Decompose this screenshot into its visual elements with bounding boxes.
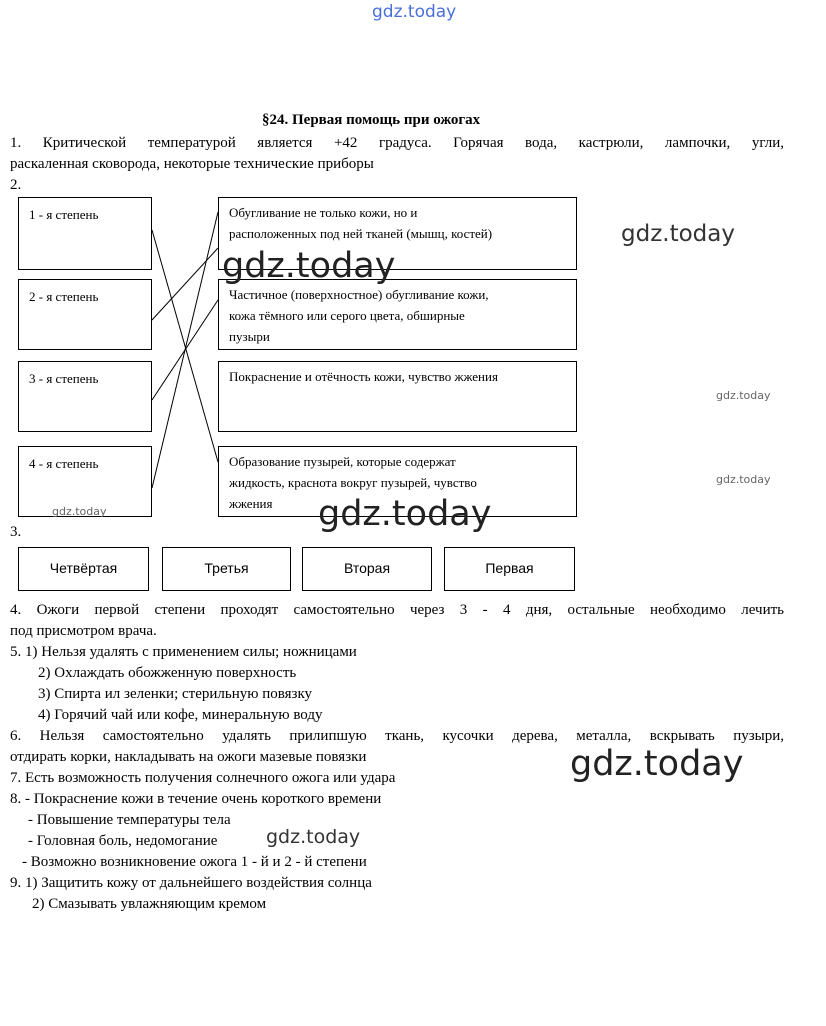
watermark: gdz.today bbox=[52, 505, 107, 518]
description-line: Частичное (поверхностное) обугливание кожи, bbox=[229, 287, 489, 302]
question-8-item: 8. - Покраснение кожи в течение очень короткого времени bbox=[10, 791, 382, 807]
watermark: gdz.today bbox=[266, 826, 361, 848]
degree-label: 3 - я степень bbox=[29, 371, 99, 386]
question-8-item: - Головная боль, недомогание bbox=[28, 833, 218, 849]
option-box-2: Вторая bbox=[302, 547, 432, 591]
watermark: gdz.today bbox=[222, 246, 396, 286]
question-1-line-1: 1. Критической температурой является +42 градуса. Горячая вода, кастрюли, лампочки, угли, bbox=[10, 135, 784, 151]
degree-label: 4 - я степень bbox=[29, 456, 99, 471]
watermark: gdz.today bbox=[318, 494, 492, 534]
question-6-line-1: 6. Нельзя самостоятельно удалять прилипшую ткань, кусочки дерева, металла, вскрывать пузыри, bbox=[10, 728, 784, 744]
question-9-item: 2) Смазывать увлажняющим кремом bbox=[32, 896, 267, 912]
match-line-1-3 bbox=[152, 230, 218, 462]
option-box-1: Первая bbox=[444, 547, 575, 591]
watermark: gdz.today bbox=[716, 389, 771, 402]
question-5-item: 5. 1) Нельзя удалять с применением силы; ножницами bbox=[10, 644, 357, 660]
question-7: 7. Есть возможность получения солнечного ожога или удара bbox=[10, 770, 396, 786]
degree-label: 1 - я степень bbox=[29, 207, 99, 222]
section-title: §24. Первая помощь при ожогах bbox=[262, 112, 481, 128]
question-4-line-1: 4. Ожоги первой степени проходят самостоятельно через 3 - 4 дня, остальные необходимо лечить bbox=[10, 602, 784, 618]
question-1-line-2: раскаленная сковорода, некоторые технические приборы bbox=[10, 156, 374, 172]
question-4-line-2: под присмотром врача. bbox=[10, 623, 157, 639]
degree-label: 2 - я степень bbox=[29, 289, 99, 304]
description-line: Образование пузырей, которые содержат bbox=[229, 454, 456, 469]
description-line: кожа тёмного или серого цвета, обширные bbox=[229, 308, 465, 323]
question-8-item: - Возможно возникновение ожога 1 - й и 2 - й степени bbox=[22, 854, 367, 870]
match-line-4-1 bbox=[152, 212, 218, 488]
question-2-number: 2. bbox=[10, 177, 22, 193]
description-line: жидкость, краснота вокруг пузырей, чувство bbox=[229, 475, 477, 490]
watermark: gdz.today bbox=[716, 473, 771, 486]
question-9-item: 9. 1) Защитить кожу от дальнейшего воздействия солнца bbox=[10, 875, 372, 891]
watermark: gdz.today bbox=[621, 221, 735, 247]
option-box-4: Четвёртая bbox=[18, 547, 149, 591]
description-line: пузыри bbox=[229, 329, 270, 344]
watermark: gdz.today bbox=[570, 744, 744, 784]
question-6-line-2: отдирать корки, накладывать на ожоги мазевые повязки bbox=[10, 749, 367, 765]
description-line: Обугливание не только кожи, но и bbox=[229, 205, 418, 220]
watermark: gdz.today bbox=[372, 2, 457, 22]
match-line-2-4 bbox=[152, 248, 218, 320]
question-5-item: 4) Горячий чай или кофе, минеральную воду bbox=[38, 707, 323, 723]
question-5-item: 3) Спирта ил зеленки; стерильную повязку bbox=[38, 686, 313, 702]
question-5-item: 2) Охлаждать обожженную поверхность bbox=[38, 665, 297, 681]
question-8-item: - Повышение температуры тела bbox=[28, 812, 231, 828]
description-line: Покраснение и отёчность кожи, чувство жжения bbox=[229, 369, 498, 384]
option-box-3: Третья bbox=[162, 547, 291, 591]
description-line: расположенных под ней тканей (мышц, костей) bbox=[229, 226, 493, 241]
description-line: жжения bbox=[229, 496, 273, 511]
question-3-number: 3. bbox=[10, 524, 22, 540]
